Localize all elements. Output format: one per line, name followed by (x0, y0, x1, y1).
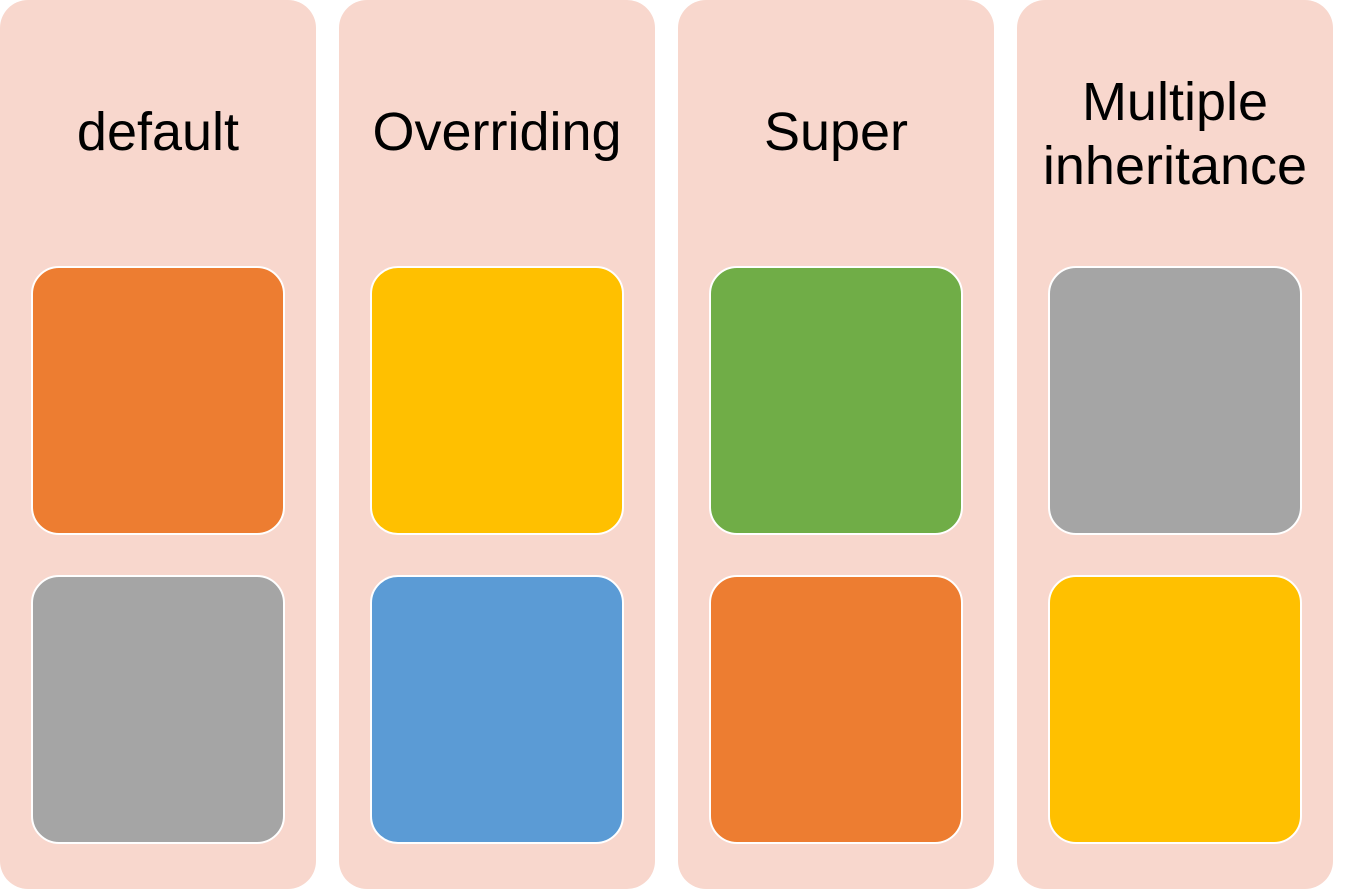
box-overriding-top (370, 266, 624, 535)
column-multiple-inheritance (1017, 0, 1333, 889)
column-default (0, 0, 316, 889)
box-multiple-inheritance-top (1048, 266, 1302, 535)
column-super (678, 0, 994, 889)
column-overriding (339, 0, 655, 889)
box-super-top (709, 266, 963, 535)
box-multiple-inheritance-bottom (1048, 575, 1302, 844)
box-super-bottom (709, 575, 963, 844)
column-title-super: Super (763, 102, 909, 162)
column-title-default: default (76, 102, 240, 162)
box-default-top (31, 266, 285, 535)
box-overriding-bottom (370, 575, 624, 844)
box-default-bottom (31, 575, 285, 844)
column-title-overriding: Overriding (372, 102, 622, 162)
column-title-multiple-inheritance: Multiple inheritance (1042, 72, 1308, 196)
